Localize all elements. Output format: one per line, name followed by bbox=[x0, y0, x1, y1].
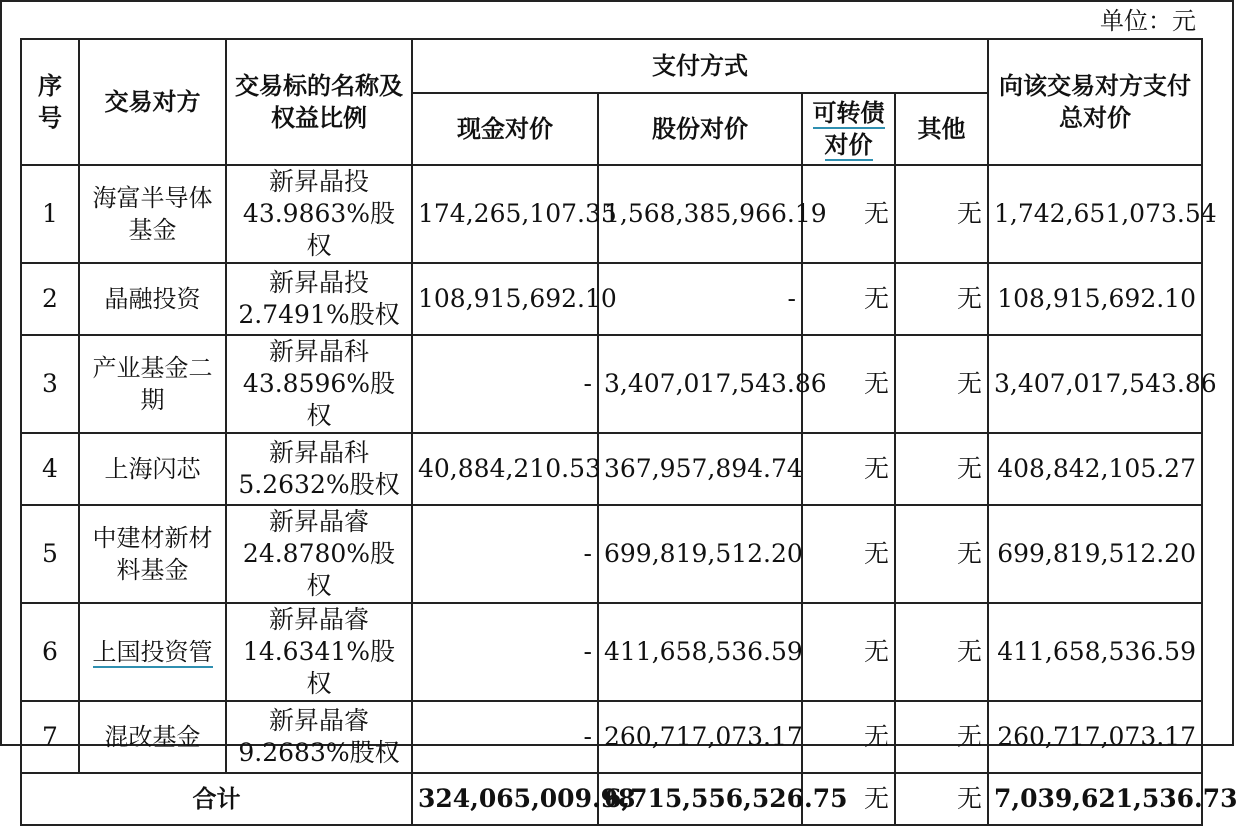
cell-counterparty: 混改基金 bbox=[79, 701, 226, 773]
cell-seq: 6 bbox=[21, 603, 79, 701]
totals-label: 合计 bbox=[21, 773, 412, 825]
cell-target: 新昇晶科5.2632%股权 bbox=[226, 433, 412, 505]
cell-total: 3,407,017,543.86 bbox=[988, 335, 1202, 433]
cell-shares: 3,407,017,543.86 bbox=[598, 335, 802, 433]
cell-other: 无 bbox=[895, 433, 988, 505]
cell-other: 无 bbox=[895, 701, 988, 773]
table-row bbox=[21, 505, 1202, 603]
cell-seq: 7 bbox=[21, 701, 79, 773]
payment-table bbox=[20, 38, 1238, 826]
cell-target: 新昇晶睿14.6341%股权 bbox=[226, 603, 412, 701]
unit-label: 单位：元 bbox=[1100, 7, 1196, 35]
cell-other: 无 bbox=[895, 603, 988, 701]
table-row bbox=[21, 335, 1202, 433]
cell-other: 无 bbox=[895, 263, 988, 335]
cell-shares: 411,658,536.59 bbox=[598, 603, 802, 701]
cell-counterparty bbox=[79, 603, 226, 701]
cell-seq: 2 bbox=[21, 263, 79, 335]
header-convertible-text: 可转债对价 bbox=[812, 99, 885, 159]
cell-cash: - bbox=[412, 603, 598, 701]
cell-shares: 1,568,385,966.19 bbox=[598, 165, 802, 263]
cell-seq: 4 bbox=[21, 433, 79, 505]
cell-counterparty: 晶融投资 bbox=[79, 263, 226, 335]
totals-shares: 6,715,556,526.75 bbox=[598, 773, 802, 825]
table-row bbox=[21, 433, 1202, 505]
cell-shares: 260,717,073.17 bbox=[598, 701, 802, 773]
header-shares: 股份对价 bbox=[598, 93, 802, 165]
cell-cash: - bbox=[412, 701, 598, 773]
cell-seq: 3 bbox=[21, 335, 79, 433]
cell-target: 新昇晶睿9.2683%股权 bbox=[226, 701, 412, 773]
cell-convertible: 无 bbox=[802, 263, 895, 335]
cell-other: 无 bbox=[895, 505, 988, 603]
cell-cash: 174,265,107.35 bbox=[412, 165, 598, 263]
cell-total: 408,842,105.27 bbox=[988, 433, 1202, 505]
header-other: 其他 bbox=[895, 93, 988, 165]
cell-target: 新昇晶科43.8596%股权 bbox=[226, 335, 412, 433]
totals-total: 7,039,621,536.73 bbox=[988, 773, 1202, 825]
cell-cash: - bbox=[412, 505, 598, 603]
cell-counterparty-text: 上国投资管 bbox=[92, 638, 213, 666]
cell-total: 1,742,651,073.54 bbox=[988, 165, 1202, 263]
totals-other: 无 bbox=[895, 773, 988, 825]
cell-shares: - bbox=[598, 263, 802, 335]
cell-seq: 1 bbox=[21, 165, 79, 263]
cell-counterparty: 中建材新材料基金 bbox=[79, 505, 226, 603]
cell-convertible: 无 bbox=[802, 433, 895, 505]
cell-cash: - bbox=[412, 335, 598, 433]
cell-seq: 5 bbox=[21, 505, 79, 603]
cell-counterparty: 上海闪芯 bbox=[79, 433, 226, 505]
cell-total: 108,915,692.10 bbox=[988, 263, 1202, 335]
cell-convertible: 无 bbox=[802, 505, 895, 603]
header-payment-method: 支付方式 bbox=[412, 39, 988, 93]
cell-cash: 40,884,210.53 bbox=[412, 433, 598, 505]
header-counterparty: 交易对方 bbox=[79, 39, 226, 165]
cell-shares: 367,957,894.74 bbox=[598, 433, 802, 505]
cell-other: 无 bbox=[895, 335, 988, 433]
cell-target: 新昇晶睿24.8780%股权 bbox=[226, 505, 412, 603]
cell-convertible: 无 bbox=[802, 165, 895, 263]
table-row bbox=[21, 263, 1202, 335]
header-seq: 序号 bbox=[21, 39, 79, 165]
header-convertible bbox=[802, 93, 895, 165]
cell-counterparty: 产业基金二期 bbox=[79, 335, 226, 433]
header-target: 交易标的名称及权益比例 bbox=[226, 39, 412, 165]
cell-total: 260,717,073.17 bbox=[988, 701, 1202, 773]
cell-total: 699,819,512.20 bbox=[988, 505, 1202, 603]
table-row bbox=[21, 701, 1202, 773]
totals-cash: 324,065,009.98 bbox=[412, 773, 598, 825]
cell-counterparty: 海富半导体基金 bbox=[79, 165, 226, 263]
cell-total: 411,658,536.59 bbox=[988, 603, 1202, 701]
cell-convertible: 无 bbox=[802, 701, 895, 773]
cell-convertible: 无 bbox=[802, 603, 895, 701]
totals-convertible: 无 bbox=[802, 773, 895, 825]
cell-target: 新昇晶投2.7491%股权 bbox=[226, 263, 412, 335]
cell-cash: 108,915,692.10 bbox=[412, 263, 598, 335]
table-row bbox=[21, 165, 1202, 263]
cell-target: 新昇晶投43.9863%股权 bbox=[226, 165, 412, 263]
cell-other: 无 bbox=[895, 165, 988, 263]
cell-shares: 699,819,512.20 bbox=[598, 505, 802, 603]
header-total: 向该交易对方支付总对价 bbox=[988, 39, 1202, 165]
cell-convertible: 无 bbox=[802, 335, 895, 433]
header-cash: 现金对价 bbox=[412, 93, 598, 165]
totals-row bbox=[21, 773, 1202, 825]
table-row bbox=[21, 603, 1202, 701]
